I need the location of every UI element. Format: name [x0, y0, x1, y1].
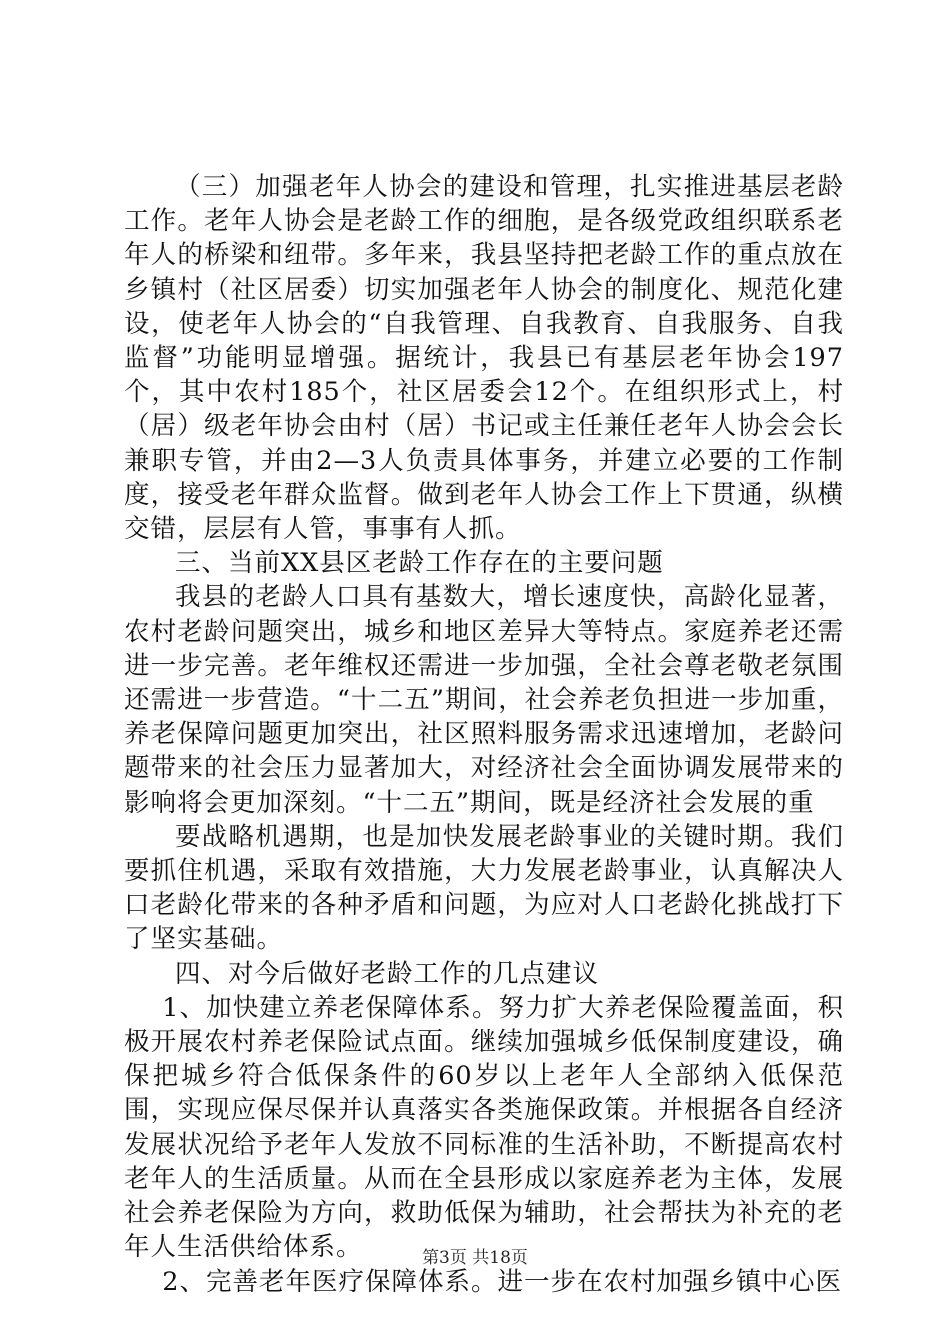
section-heading-main-problems: 三、当前XX县区老龄工作存在的主要问题: [175, 548, 664, 579]
paragraph-opportunity: 要战略机遇期，也是加快发展老龄事业的关键时期。我们要抓住机遇，采取有效措施，大力发展老龄事业，认真解决人口老龄化带来的各种矛盾和问题，为应对人口老龄化挑战打下了坚实基础。: [124, 821, 844, 955]
section-heading-suggestions: 四、对今后做好老龄工作的几点建议: [175, 958, 600, 989]
paragraph-pension-system: 1、加快建立养老保障体系。努力扩大养老保险覆盖面，积极开展农村养老保险试点面。继续加强城乡低保制度建设，确保把城乡符合低保条件的60岁以上老年人全部纳入低保范围，实现应保尽保并认真落实各类施保政策。并根据各自经济发展状况给予老年人发放不同标准的生活补助，不断提高农村老年人的生活质量。从而在全县形成以家庭养老为主体，发展社会养老保险为方向，救助低保为辅助，社会帮扶为补充的老年人生活供给体系。: [124, 992, 844, 1263]
paragraph-medical-system: 2、完善老年医疗保障体系。进一步在农村加强乡镇中心医: [162, 1266, 842, 1297]
page-footer: 第3页 共18页: [422, 1248, 528, 1268]
paragraph-strengthen-associations: （三）加强老年人协会的建设和管理，扎实推进基层老龄工作。老年人协会是老龄工作的细胞，是各级党政组织联系老年人的桥梁和纽带。多年来，我县坚持把老龄工作的重点放在乡镇村（社区居委）切实加强老年人协会的制度化、规范化建设，使老年人协会的“自我管理、自我教育、自我服务、自我监督”功能明显增强。据统计，我县已有基层老年协会197个，其中农村185个，社区居委会12个。在组织形式上，村（居）级老年协会由村（居）书记或主任兼任老年人协会会长兼职专管，并由2—3人负责具体事务，并建立必要的工作制度，接受老年群众监督。做到老年人协会工作上下贯通，纵横交错，层层有人管，事事有人抓。: [124, 172, 844, 545]
document-body: [124, 170, 844, 1299]
paragraph-problems: 我县的老龄人口具有基数大，增长速度快，高龄化显著，农村老龄问题突出，城乡和地区差异大等特点。家庭养老还需进一步完善。老年维权还需进一步加强，全社会尊老敬老氛围还需进一步营造。“十二五”期间，社会养老负担进一步加重，养老保障问题更加突出，社区照料服务需求迅速增加，老龄问题带来的社会压力显著加大，对经济社会全面协调发展带来的影响将会更加深刻。“十二五”期间，既是经济社会发展的重: [124, 582, 844, 818]
